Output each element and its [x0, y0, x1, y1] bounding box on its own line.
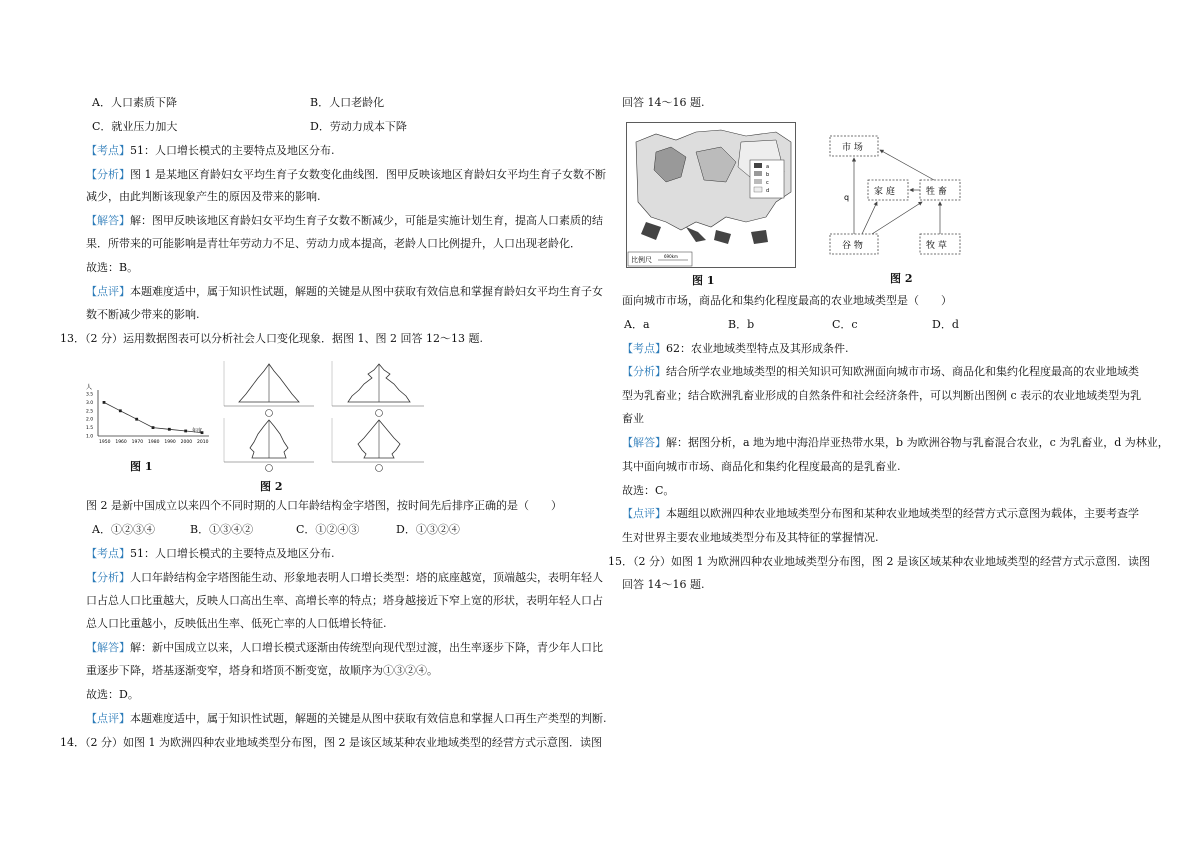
- q13-fig1-caption: 图 1: [130, 460, 153, 473]
- q14-stem: 14．（2 分）如图 1 为欧洲四种农业地域类型分布图，图 2 是该区域某种农业地域类型的经营方式示意图．读图: [60, 736, 602, 749]
- q13-option-b: B．①③④②: [190, 523, 254, 536]
- q13-dianping-text: 本题难度适中，属于知识性试题，解题的关键是从图中获取有效信息和掌握人口再生产类型的判断.: [130, 712, 607, 725]
- pyramid-4: [332, 418, 424, 472]
- legend-swatch-c: [754, 179, 762, 184]
- fenxi-text-2: 减少，由此判断该现象产生的原因及带来的影响.: [86, 190, 321, 203]
- node-market: 市 场: [842, 143, 863, 153]
- fenxi-tag: 【分析】: [86, 168, 130, 181]
- legend-swatch-d: [754, 187, 762, 192]
- y-tick-label: 1.0: [86, 434, 94, 440]
- q14-answer: 故选：C。: [622, 484, 675, 497]
- q13-dianping-line: [86, 711, 607, 727]
- q14-option-d: D．d: [932, 318, 959, 331]
- q14-jieda-text-2: 其中面向城市市场、商品化和集约化程度最高的是乳畜业.: [622, 460, 901, 473]
- fig2-caption: 图 2: [890, 272, 913, 285]
- answer: 故选：B。: [86, 261, 139, 274]
- q13-jieda-line: [86, 640, 603, 656]
- q14-jieda-line: [622, 435, 1169, 451]
- legend-swatch-a: [754, 163, 762, 168]
- y-tick-label: 3.0: [86, 400, 94, 406]
- q14-jieda-tag: 【解答】: [622, 436, 666, 449]
- q13-fenxi-line: [86, 570, 603, 586]
- q14-option-a: A．a: [624, 318, 650, 331]
- q14-fenxi-text-2: 型为乳畜业；结合欧洲乳畜业形成的自然条件和社会经济条件，可以判断出图例 c 表示的农业地域类型为乳: [622, 389, 1142, 402]
- node-grain: 谷 物: [842, 241, 863, 251]
- q14-dianping-tag: 【点评】: [622, 507, 666, 520]
- fenxi-text: 图 1 是某地区育龄妇女平均生育子女数变化曲线图．图甲反映该地区育龄妇女平均生育子女数不断: [130, 168, 606, 181]
- dianping-text: 本题难度适中，属于知识性试题，解题的关键是从图中获取有效信息和掌握育龄妇女平均生育子女: [130, 285, 603, 298]
- legend-a: a: [766, 164, 770, 170]
- q13-fig2-caption: 图 2: [260, 480, 283, 493]
- q13-option-a: A．①②③④: [92, 523, 155, 536]
- q14-option-b: B．b: [728, 318, 755, 331]
- dianping-text-2: 数不断减少带来的影响.: [86, 308, 200, 321]
- q14-kaodian-text: 62：农业地域类型特点及其形成条件.: [666, 342, 849, 355]
- kaodian-line: [86, 143, 335, 159]
- x-tick-label: 2010: [197, 440, 209, 445]
- q14-fenxi-tag: 【分析】: [622, 365, 666, 378]
- q13-kaodian-line: [86, 546, 335, 562]
- kaodian-tag: 【考点】: [86, 144, 130, 157]
- jieda-text-2: 果．所带来的可能影响是青壮年劳动力不足、劳动力成本提高，老龄人口比例提升，人口出现老龄化．: [86, 237, 581, 250]
- q15-stem-2: 回答 14～16 题.: [622, 578, 705, 591]
- jieda-text: 解：图甲反映该地区育龄妇女平均生育子女数不断减少，可能是实施计划生育，提高人口素质的结: [130, 214, 603, 227]
- option-c: C．就业压力加大: [92, 120, 178, 133]
- q14-stem-continued: 回答 14～16 题.: [622, 96, 705, 109]
- data-point: [119, 409, 122, 412]
- data-point: [168, 428, 171, 431]
- q14-jieda-text: 解：据图分析，a 地为地中海沿岸亚热带水果，b 为欧洲谷物与乳畜混合农业，c 为乳畜业，d 为林业，: [666, 436, 1169, 449]
- q13-kaodian-text: 51：人口增长模式的主要特点及地区分布.: [130, 547, 335, 560]
- node-pasture: 牧 草: [926, 241, 947, 251]
- q13-question: 图 2 是新中国成立以来四个不同时期的人口年龄结构金字塔图，按时间先后排序正确的是（ ）: [86, 499, 562, 512]
- q13-kaodian-tag: 【考点】: [86, 547, 130, 560]
- jieda-line: [86, 213, 603, 229]
- q14-fenxi-text-3: 畜业: [622, 412, 644, 425]
- q14-dianping-text-2: 生对世界主要农业地域类型分布及其特征的掌握情况.: [622, 531, 879, 544]
- q13-answer: 故选：D。: [86, 688, 139, 701]
- q13-fenxi-text-2: 口占总人口比重越大，反映人口高出生率、高增长率的特点；塔身越接近下窄上宽的形状，表明年轻人口占: [86, 594, 603, 607]
- q15-stem: 15．（2 分）如图 1 为欧洲四种农业地域类型分布图，图 2 是该区域某种农业地域类型的经营方式示意图．读图: [608, 555, 1150, 568]
- q14-dianping-text: 本题组以欧洲四种农业地域类型分布图和某种农业地域类型的经营方式示意图为载体，主要考查学: [666, 507, 1139, 520]
- option-a: A．人口素质下降: [92, 96, 177, 109]
- q13-jieda-text: 解：新中国成立以来，人口增长模式逐渐由传统型向现代型过渡，出生率逐步下降，青少年人口比: [130, 641, 603, 654]
- farming-flow-diagram: [822, 130, 982, 258]
- fig1-caption: 图 1: [692, 274, 715, 287]
- dianping-tag: 【点评】: [86, 285, 130, 298]
- x-tick-label: 2000: [180, 440, 193, 445]
- q14-fenxi-text: 结合所学农业地域类型的相关知识可知欧洲面向城市市场、商品化和集约化程度最高的农业地域类: [666, 365, 1139, 378]
- data-point: [103, 401, 106, 404]
- legend-b: b: [766, 172, 770, 178]
- q13-option-c: C．①②④③: [296, 523, 360, 536]
- option-b: B．人口老龄化: [310, 96, 385, 109]
- q13-fig2-pyramids: [214, 356, 434, 474]
- x-tick-label: 1950: [99, 440, 111, 445]
- q14-kaodian-line: [622, 341, 849, 357]
- data-point: [152, 426, 155, 429]
- q14-question: 面向城市市场，商品化和集约化程度最高的农业地域类型是（ ）: [622, 294, 952, 307]
- q13-fenxi-text: 人口年龄结构金字塔图能生动、形象地表明人口增长类型：塔的底座越宽，顶端越尖，表明年轻人: [130, 571, 603, 584]
- q13-fenxi-text-3: 总人口比重越小，反映低出生率、低死亡率的人口低增长特征.: [86, 617, 387, 630]
- jieda-tag: 【解答】: [86, 214, 130, 227]
- y-tick-label: 2.0: [86, 417, 94, 423]
- node-family: 家 庭: [874, 187, 895, 197]
- y-tick-label: 1.5: [86, 426, 94, 432]
- dianping-line: [86, 284, 603, 300]
- y-tick-label: 2.5: [86, 409, 94, 415]
- q13-jieda-tag: 【解答】: [86, 641, 130, 654]
- q14-fenxi-line: [622, 364, 1139, 380]
- legend-c: c: [766, 180, 769, 186]
- x-tick-label: 1980: [148, 440, 160, 445]
- x-tick-label: 1960: [115, 440, 127, 445]
- legend-swatch-b: [754, 171, 762, 176]
- y-tick-label: 3.5: [86, 392, 94, 398]
- diagram-q-label: q: [844, 193, 850, 202]
- q13-stem: 13．（2 分）运用数据图表可以分析社会人口变化现象．据图 1、图 2 回答 12～13 题.: [60, 332, 483, 345]
- q14-dianping-line: [622, 506, 1139, 522]
- pyramid-1: [224, 361, 314, 417]
- q13-option-d: D．①③②④: [396, 523, 460, 536]
- legend-d: d: [766, 188, 770, 194]
- q14-kaodian-tag: 【考点】: [622, 342, 666, 355]
- x-tick-label: 1970: [131, 440, 144, 445]
- q13-fenxi-tag: 【分析】: [86, 571, 130, 584]
- europe-agriculture-map: [626, 122, 796, 268]
- q13-fig1-line-chart: [84, 380, 214, 446]
- map-scale-value: 690km: [664, 254, 678, 259]
- pyramid-2: [332, 361, 424, 417]
- q13-dianping-tag: 【点评】: [86, 712, 130, 725]
- data-point: [184, 430, 187, 433]
- pyramid-3: [224, 418, 314, 472]
- node-livestock: 牲 畜: [926, 187, 947, 197]
- x-axis-label: 年度: [192, 428, 203, 434]
- q14-option-c: C．c: [832, 318, 858, 331]
- data-point: [135, 418, 138, 421]
- map-scale-label: 比例尺: [631, 256, 652, 264]
- q13-jieda-text-2: 重逐步下降，塔基逐渐变窄，塔身和塔顶不断变宽，故顺序为①③②④。: [86, 664, 438, 677]
- fenxi-line: [86, 167, 606, 183]
- kaodian-text: 51：人口增长模式的主要特点及地区分布.: [130, 144, 335, 157]
- option-d: D．劳动力成本下降: [310, 120, 407, 133]
- y-axis-label: 人: [86, 384, 93, 391]
- x-tick-label: 1990: [164, 440, 176, 445]
